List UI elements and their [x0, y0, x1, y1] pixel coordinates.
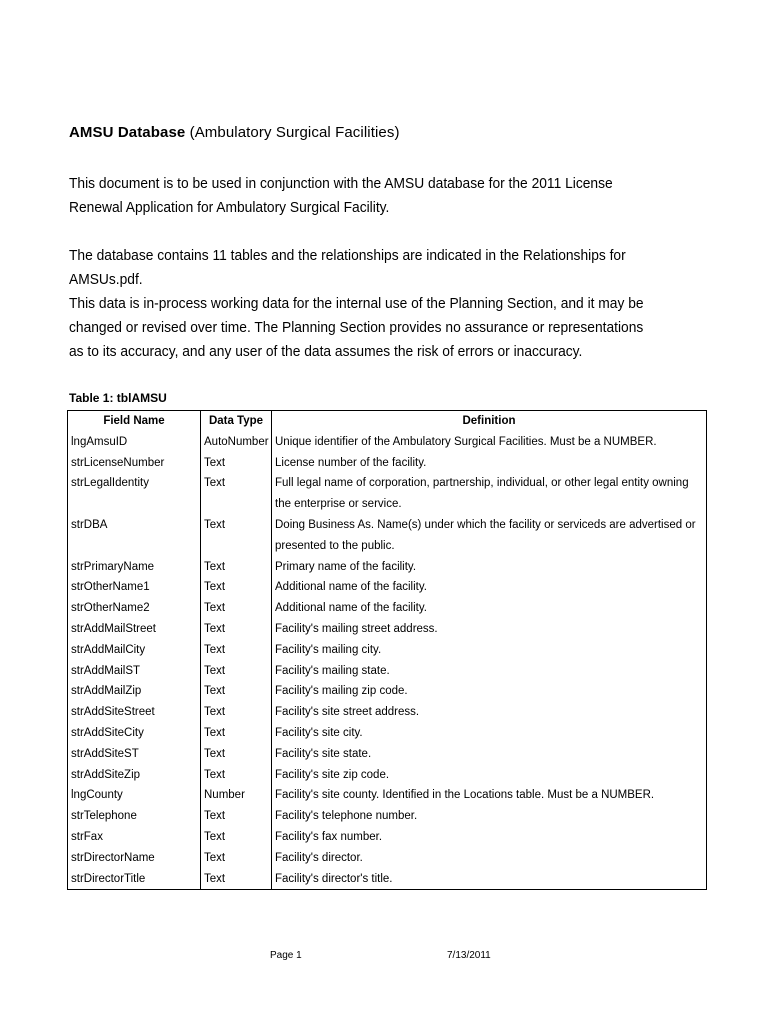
- cell-definition: Full legal name of corporation, partnership, individual, or other legal entity owning the enterprise or service.: [272, 473, 707, 515]
- cell-field-name: strAddSiteStreet: [68, 702, 201, 723]
- table-row: [68, 619, 707, 640]
- fields-table: [67, 410, 707, 890]
- cell-data-type: Text: [201, 515, 272, 557]
- table-row: [68, 640, 707, 661]
- footer-page-number: Page 1: [270, 950, 302, 961]
- table-caption: Table 1: tblAMSU: [69, 391, 167, 405]
- cell-definition: Doing Business As. Name(s) under which the facility or serviceds are advertised or presented to the public.: [272, 515, 707, 557]
- cell-definition: Primary name of the facility.: [272, 557, 707, 578]
- table-row: [68, 702, 707, 723]
- cell-definition: License number of the facility.: [272, 453, 707, 474]
- table-row: [68, 473, 707, 515]
- cell-data-type: Text: [201, 557, 272, 578]
- cell-definition: Additional name of the facility.: [272, 598, 707, 619]
- header-data-type: Data Type: [201, 411, 272, 432]
- cell-data-type: Text: [201, 744, 272, 765]
- table-row: [68, 765, 707, 786]
- cell-field-name: strTelephone: [68, 806, 201, 827]
- cell-data-type: Text: [201, 577, 272, 598]
- cell-data-type: Text: [201, 473, 272, 515]
- cell-definition: Facility's telephone number.: [272, 806, 707, 827]
- cell-field-name: strLicenseNumber: [68, 453, 201, 474]
- cell-definition: Facility's site zip code.: [272, 765, 707, 786]
- cell-data-type: Text: [201, 619, 272, 640]
- table-row: [68, 785, 707, 806]
- cell-definition: Unique identifier of the Ambulatory Surgical Facilities. Must be a NUMBER.: [272, 432, 707, 453]
- header-definition: Definition: [272, 411, 707, 432]
- cell-definition: Facility's fax number.: [272, 827, 707, 848]
- cell-data-type: Text: [201, 453, 272, 474]
- cell-data-type: Text: [201, 723, 272, 744]
- table-row: [68, 557, 707, 578]
- cell-data-type: Text: [201, 848, 272, 869]
- cell-data-type: Text: [201, 806, 272, 827]
- table-body: [68, 432, 707, 890]
- table-row: [68, 515, 707, 557]
- table-row: [68, 744, 707, 765]
- cell-data-type: Text: [201, 702, 272, 723]
- cell-field-name: strAddSiteST: [68, 744, 201, 765]
- cell-field-name: strAddMailStreet: [68, 619, 201, 640]
- cell-field-name: strOtherName1: [68, 577, 201, 598]
- table-row: [68, 598, 707, 619]
- cell-field-name: strDBA: [68, 515, 201, 557]
- disclaimer-paragraph: This data is in-process working data for the internal use of the Planning Section, and it may be changed or revised over time. The Planning Section provides no assurance or representations as to its accuracy, and any user of the data assumes the risk of errors or inaccuracy.: [69, 295, 644, 360]
- cell-field-name: strAddMailST: [68, 661, 201, 682]
- cell-data-type: Text: [201, 681, 272, 702]
- table-header-row: [68, 411, 707, 432]
- cell-field-name: lngCounty: [68, 785, 201, 806]
- table-row: [68, 681, 707, 702]
- cell-field-name: strAddMailCity: [68, 640, 201, 661]
- cell-definition: Additional name of the facility.: [272, 577, 707, 598]
- cell-definition: Facility's mailing state.: [272, 661, 707, 682]
- cell-field-name: strPrimaryName: [68, 557, 201, 578]
- cell-definition: Facility's mailing zip code.: [272, 681, 707, 702]
- cell-data-type: Text: [201, 661, 272, 682]
- tables-paragraph: The database contains 11 tables and the relationships are indicated in the Relationships for AMSUs.pdf.: [69, 247, 626, 288]
- table-row: [68, 869, 707, 890]
- cell-definition: Facility's site city.: [272, 723, 707, 744]
- table-row: [68, 848, 707, 869]
- cell-definition: Facility's director's title.: [272, 869, 707, 890]
- cell-data-type: Text: [201, 640, 272, 661]
- cell-field-name: strLegalIdentity: [68, 473, 201, 515]
- document-title-rest: (Ambulatory Surgical Facilities): [185, 124, 400, 141]
- cell-field-name: strDirectorTitle: [68, 869, 201, 890]
- intro-paragraph: This document is to be used in conjunction with the AMSU database for the 2011 License Renewal Application for Ambulatory Surgical Facility.: [69, 175, 613, 216]
- cell-field-name: strOtherName2: [68, 598, 201, 619]
- header-field-name: Field Name: [68, 411, 201, 432]
- cell-field-name: strFax: [68, 827, 201, 848]
- cell-data-type: Number: [201, 785, 272, 806]
- document-title: [69, 124, 400, 141]
- cell-definition: Facility's mailing street address.: [272, 619, 707, 640]
- cell-definition: Facility's site county. Identified in the Locations table. Must be a NUMBER.: [272, 785, 707, 806]
- document-title-bold: AMSU Database: [69, 124, 186, 141]
- cell-data-type: Text: [201, 869, 272, 890]
- table-row: [68, 453, 707, 474]
- table-row: [68, 432, 707, 453]
- cell-field-name: strDirectorName: [68, 848, 201, 869]
- cell-definition: Facility's site state.: [272, 744, 707, 765]
- table-row: [68, 827, 707, 848]
- cell-definition: Facility's mailing city.: [272, 640, 707, 661]
- cell-data-type: AutoNumber: [201, 432, 272, 453]
- cell-field-name: strAddSiteCity: [68, 723, 201, 744]
- cell-field-name: lngAmsuID: [68, 432, 201, 453]
- cell-field-name: strAddSiteZip: [68, 765, 201, 786]
- table-row: [68, 723, 707, 744]
- table-row: [68, 577, 707, 598]
- cell-definition: Facility's site street address.: [272, 702, 707, 723]
- cell-definition: Facility's director.: [272, 848, 707, 869]
- table-row: [68, 661, 707, 682]
- cell-field-name: strAddMailZip: [68, 681, 201, 702]
- table-row: [68, 806, 707, 827]
- cell-data-type: Text: [201, 598, 272, 619]
- cell-data-type: Text: [201, 827, 272, 848]
- footer-date: 7/13/2011: [447, 950, 491, 961]
- cell-data-type: Text: [201, 765, 272, 786]
